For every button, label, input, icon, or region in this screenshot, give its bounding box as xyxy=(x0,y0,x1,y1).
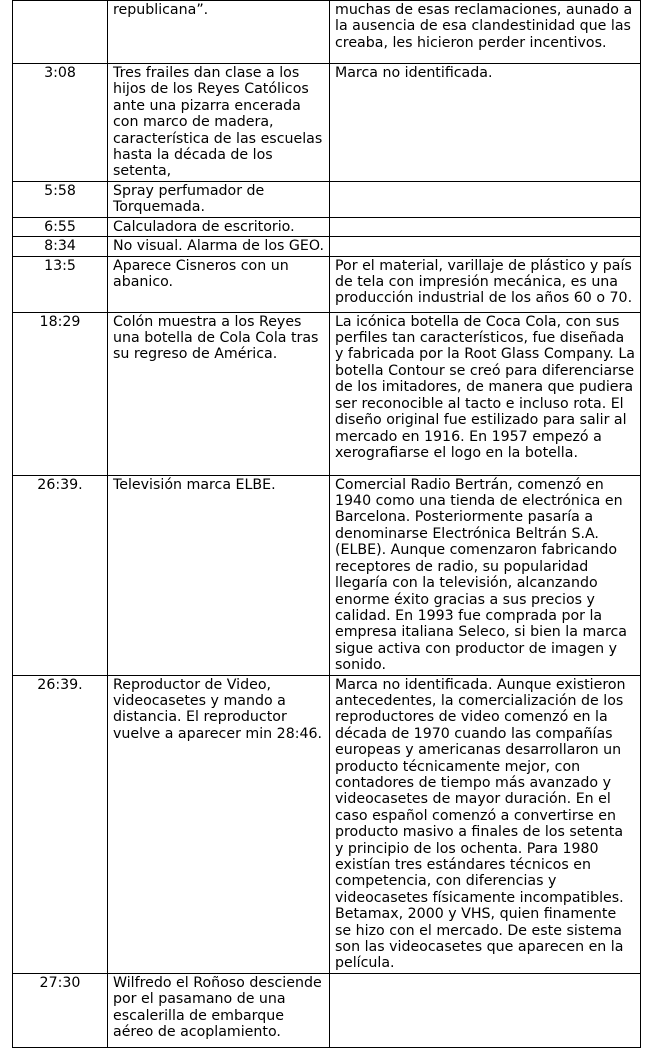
description-cell: Televisión marca ELBE. xyxy=(108,475,330,675)
note-cell: muchas de esas reclamaciones, aunado a la ausencia de esa clandestinidad que las creaba, les hicieron perder incentivos. xyxy=(330,1,641,64)
time-cell: 6:55 xyxy=(13,217,108,236)
time-cell xyxy=(13,1,108,64)
table-row xyxy=(13,181,641,217)
table-row xyxy=(13,1,641,64)
description-cell: Aparece Cisneros con un abanico. xyxy=(108,256,330,312)
time-cell: 26:39. xyxy=(13,475,108,675)
time-cell: 8:34 xyxy=(13,237,108,256)
product-placement-table xyxy=(12,0,641,1048)
time-cell: 13:5 xyxy=(13,256,108,312)
table-row xyxy=(13,475,641,675)
table-row xyxy=(13,237,641,256)
note-cell xyxy=(330,237,641,256)
time-cell: 27:30 xyxy=(13,973,108,1047)
description-cell: republicana”. xyxy=(108,1,330,64)
note-cell: Marca no identificada. Aunque existieron antecedentes, la comercialización de los reproductores de video comenzó en la década de 1970 cuando las compañías europeas y americanas desarrollaron un producto técnicamente mejor, con contadores de tiempo más avanzado y videocasetes de mayor duración. En el caso español comenzó a convertirse en producto masivo a finales de los setenta y principio de los ochenta. Para 1980 existían tres estándares técnicos en competencia, con diferencias y videocasetes físicamente incompatibles. Betamax, 2000 y VHS, quien finamente se hizo con el mercado. De este sistema son las videocasetes que aparecen en la película. xyxy=(330,675,641,973)
table-row xyxy=(13,675,641,973)
table-row xyxy=(13,256,641,312)
table-row xyxy=(13,973,641,1047)
note-cell xyxy=(330,181,641,217)
description-cell: Spray perfumador de Torquemada. xyxy=(108,181,330,217)
time-cell: 3:08 xyxy=(13,64,108,182)
description-cell: Colón muestra a los Reyes una botella de Cola Cola tras su regreso de América. xyxy=(108,312,330,475)
note-cell: Por el material, varillaje de plástico y país de tela con impresión mecánica, es una producción industrial de los años 60 o 70. xyxy=(330,256,641,312)
time-cell: 18:29 xyxy=(13,312,108,475)
description-cell: Reproductor de Video, videocasetes y mando a distancia. El reproductor vuelve a aparecer min 28:46. xyxy=(108,675,330,973)
note-cell: Comercial Radio Bertrán, comenzó en 1940 como una tienda de electrónica en Barcelona. Posteriormente pasaría a denominarse Electrónica Beltrán S.A. (ELBE). Aunque comenzaron fabricando receptores de radio, su popularidad llegaría con la televisión, alcanzando enorme éxito gracias a sus precios y calidad. En 1993 fue comprada por la empresa italiana Seleco, si bien la marca sigue activa con productor de imagen y sonido. xyxy=(330,475,641,675)
description-cell: Tres frailes dan clase a los hijos de los Reyes Católicos ante una pizarra encerada con marco de madera, característica de las escuelas hasta la década de los setenta, xyxy=(108,64,330,182)
time-cell: 26:39. xyxy=(13,675,108,973)
description-cell: Calculadora de escritorio. xyxy=(108,217,330,236)
table-row xyxy=(13,217,641,236)
table-row xyxy=(13,312,641,475)
description-cell: No visual. Alarma de los GEO. xyxy=(108,237,330,256)
time-cell: 5:58 xyxy=(13,181,108,217)
note-cell: Marca no identificada. xyxy=(330,64,641,182)
table-row xyxy=(13,64,641,182)
note-cell xyxy=(330,973,641,1047)
note-cell xyxy=(330,217,641,236)
note-cell: La icónica botella de Coca Cola, con sus perfiles tan característicos, fue diseñada y fabricada por la Root Glass Company. La botella Contour se creó para diferenciarse de los imitadores, de manera que pudiera ser reconocible al tacto e incluso rota. El diseño original fue estilizado para salir al mercado en 1916. En 1957 empezó a xerografiarse el logo en la botella. xyxy=(330,312,641,475)
description-cell: Wilfredo el Roñoso desciende por el pasamano de una escalerilla de embarque aéreo de acoplamiento. xyxy=(108,973,330,1047)
